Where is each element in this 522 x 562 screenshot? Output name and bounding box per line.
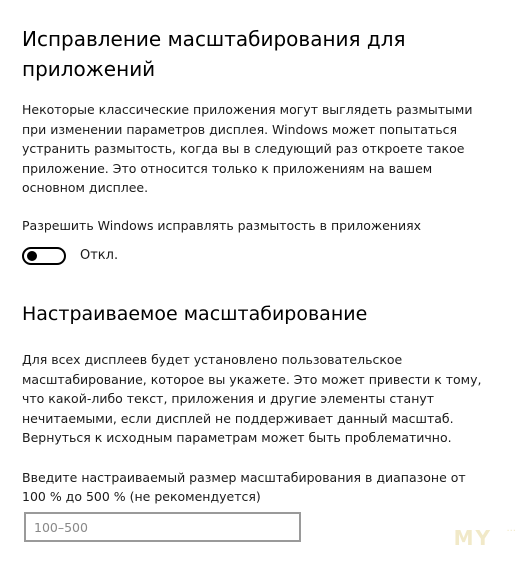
watermark-dots: ... xyxy=(506,523,516,534)
custom-scaling-description: Для всех дисплеев будет установлено пользовательское масштабирование, которое вы укажете. Это может привести к тому, что какой-либо текст, приложения и другие элементы станут нечитаемыми, если дисплей не поддерживает данный масштаб. Вернуться к исходным параметрам может быть проблематично. xyxy=(22,352,482,445)
fix-scaling-description: Некоторые классические приложения могут выглядеть размытыми при изменении параметров дисплея. Windows может попытаться устранить размытость, когда вы в следующий раз откроете такое приложение. Это относится только к приложениям на вашем основном дисплее. xyxy=(22,102,473,195)
fix-scaling-heading: Исправление масштабирования для приложений xyxy=(22,27,406,81)
toggle-state-text: Откл. xyxy=(80,248,119,263)
fix-blur-toggle[interactable] xyxy=(22,247,66,265)
toggle-knob xyxy=(27,251,37,261)
scaling-size-input[interactable] xyxy=(24,512,301,542)
fix-blur-toggle-label: Разрешить Windows исправлять размытость в приложениях xyxy=(22,218,422,233)
scaling-size-input-label: Введите настраиваемый размер масштабирования в диапазоне от 100 % до 500 % (не рекомендуется) xyxy=(22,470,466,504)
watermark-logo: MY xyxy=(453,526,492,550)
custom-scaling-heading: Настраиваемое масштабирование xyxy=(22,303,368,325)
